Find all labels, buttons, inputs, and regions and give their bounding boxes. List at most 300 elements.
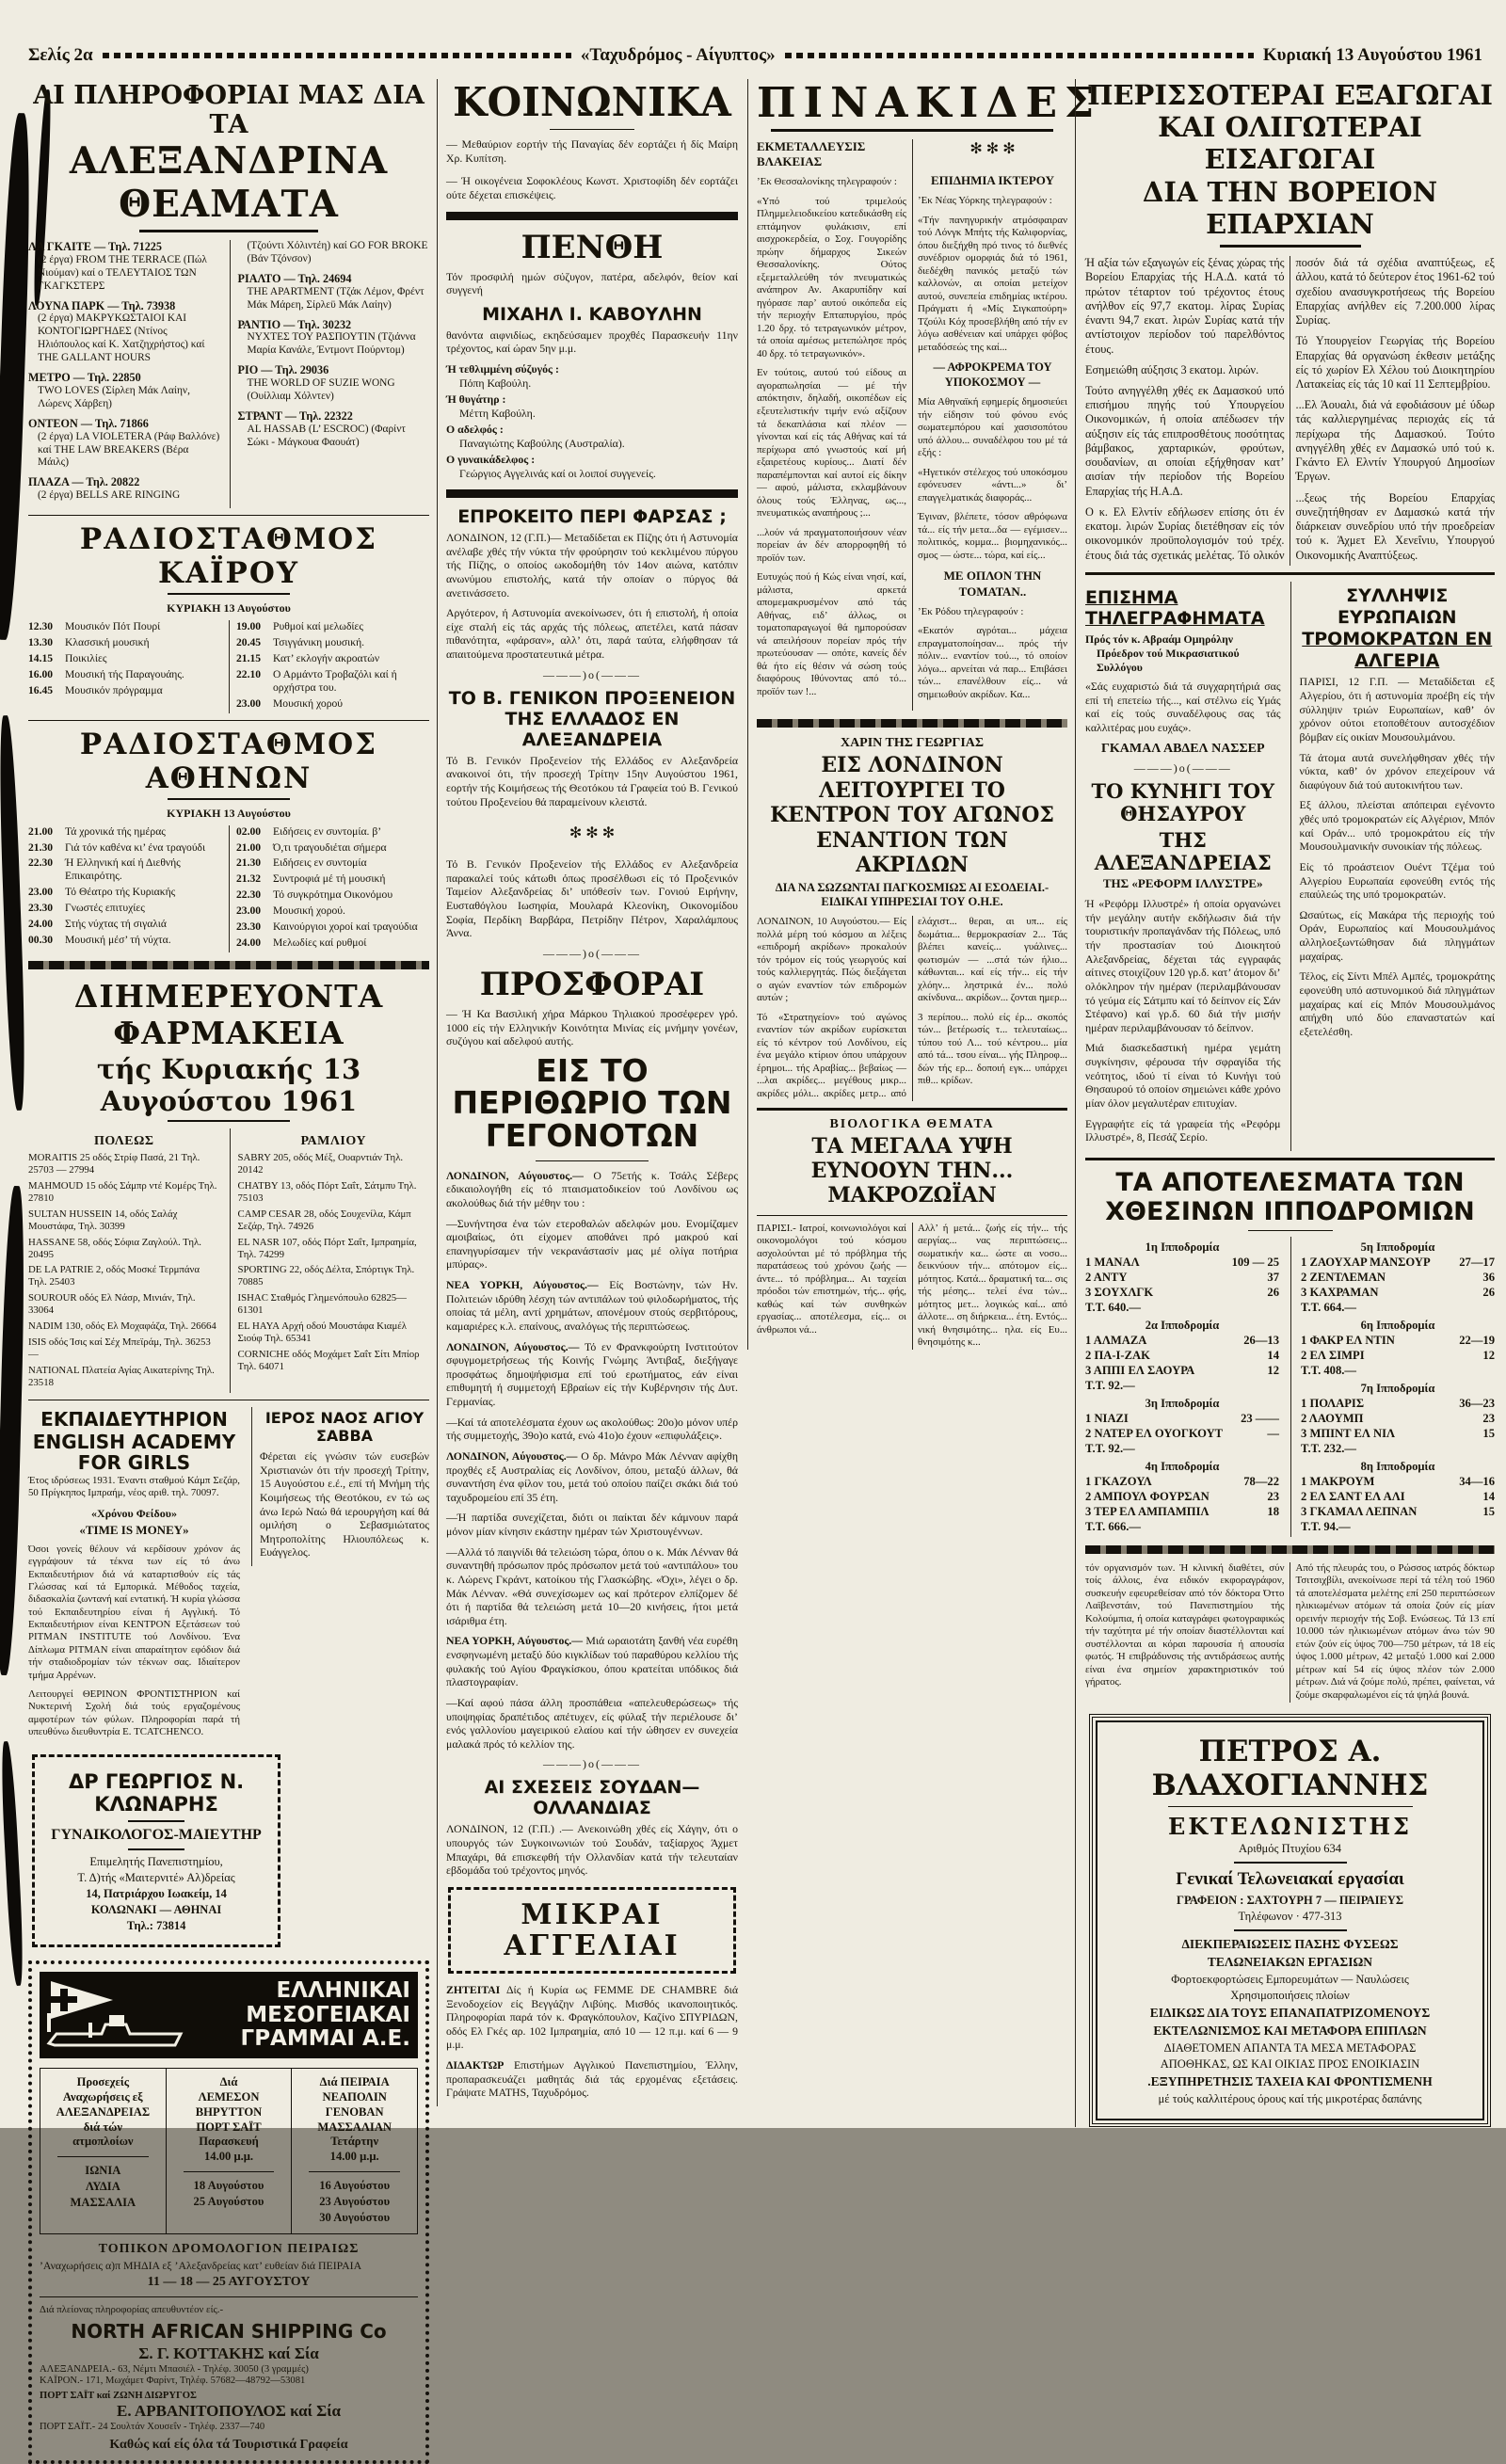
small-ad — [446, 1983, 738, 2052]
ad-lead: ΔΙΔΑΚΤΩΡ — [446, 2058, 505, 2072]
title-underline — [168, 1120, 290, 1122]
ship-banner-text — [196, 1979, 410, 2051]
broker-line: μέ τούς καλλιτέρους όρους καί τής μικροτέρας δαπάνης — [1158, 2091, 1422, 2105]
telegram-recipient: Συλλόγου — [1097, 660, 1143, 674]
race-rows — [1301, 1256, 1495, 1300]
cinema-name: ΡΑΝΤΙΟ — Τηλ. 30232 — [237, 317, 352, 331]
broker-line: ΕΙΔΙΚΩΣ ΔΙΑ ΤΟΥΣ ΕΠΑΝΑΠΑΤΡΙΖΟΜΕΝΟΥΣ — [1149, 2005, 1431, 2020]
divider — [57, 2156, 149, 2157]
story-text: ...λούν νά πραγματοποιήσουν νέαν πορείαν άν δέν απορροφηθή τό προϊόν των. — [757, 526, 906, 564]
race-name: 6η Ιπποδρομία — [1360, 1318, 1435, 1332]
exports-title3: ΔΙΑ ΤΗΝ ΒΟΡΕΙΟΝ ΕΠΑΡΧΙΑΝ — [1142, 175, 1438, 240]
header-line: Τετάρτην — [330, 2135, 379, 2149]
payout: 27—17 — [1459, 1255, 1495, 1269]
payout: 36 — [1482, 1270, 1495, 1284]
radio-athens-schedule — [28, 825, 429, 952]
section-rule — [757, 1108, 1067, 1111]
local-route-title: ΤΟΠΙΚΟΝ ΔΡΟΜΟΛΟΓΙΟΝ ΠΕΙΡΑΙΩΣ — [98, 2241, 360, 2256]
race-row — [1085, 1364, 1279, 1378]
ship-icon — [47, 1976, 188, 2055]
cinema-entry — [28, 240, 220, 294]
horse: 2 ΑΜΠΟΥΛ ΦΟΥΡΣΑΝ — [1085, 1489, 1210, 1503]
mourner-relation: Ή τεθλιμμένη σύζυγός : — [446, 362, 559, 376]
terrorists-p4: Είς τό προάστειον Ουέντ Τζέμα τού Αλγερίου Ευρωπαία εφονεύθη εντός τής επαύλεώς της υπό τρομοκρατών. — [1299, 859, 1495, 902]
terrorists-p2: Τά άτομα αυτά συνελήφθησαν χθές τήν νύκτα, καθ’ όν χρόνον επεχείρουν νά διαφύγουν διά τού αυτοκινήτου των. — [1299, 750, 1495, 792]
schedule-row — [28, 684, 221, 697]
event-text: —Συνήντησα ένα τών ετεροθαλών αδελφών μου. Ενομίζαμεν αμοιβαίως, ότι είχομεν αποθάνει πρό μακρού καί επανηγυρίσαμεν τήν νεκρανάστασίν μας μέ ολίγα ποτήρια μπύρας». — [446, 1216, 738, 1272]
races-title: ΤΑ ΑΠΟΤΕΛΕΣΜΑΤΑ ΤΩΝ ΧΘΕΣΙΝΩΝ ΙΠΠΟΔΡΟΜΙΩΝ — [1105, 1167, 1475, 1226]
farce-p1: ΛΟΝΔΙΝΟΝ, 12 (Γ.Π.)— Μεταδίδεται εκ Πίζης ότι ή Αστυνομία ανέλαβε χθές τήν νύκτα τήν φρούρησιν τού κεκλιμένου πύργου τής Πίζης, ο οποίος ωκοδομήθη τόν 14ον αιώνα, κατόπιν ανωνύμου επιστολής, κατά τήν οποίαν ο πύργος θά ανετινάσσετο. — [446, 531, 738, 600]
broker-line: .ΕΞΥΠΗΡΕΤΗΣΙΣ ΤΑΧΕΙΑ ΚΑΙ ΦΡΟΝΤΙΣΜΕΝΗ — [1147, 2073, 1433, 2088]
deceased-name: ΜΙΧΑΗΛ Ι. ΚΑΒΟΥΛΗΝ — [482, 303, 702, 325]
time: 24.00 — [28, 918, 54, 931]
sailings-col-departures — [40, 2069, 166, 2232]
race-row — [1085, 1256, 1279, 1270]
header-line: Διά ΠΕΙΡΑΙΑ — [319, 2075, 390, 2089]
race-total: Τ.Τ. 640.— — [1085, 1300, 1142, 1314]
time: 21.30 — [236, 856, 262, 870]
event-text: Ο 75ετής κ. Τσάλς Σέβερς εδικαιολογήθη είς τό πταισματοδικείον τού Λονδίνου ως ακολούθως διά τήν μέθην του : — [446, 1168, 738, 1209]
header-line: ΓΕΝΟΒΑΝ — [325, 2104, 384, 2119]
cinema-films: (2 έργα) BELLS ARE RINGING — [38, 489, 181, 502]
header-line: Προσεχείς — [76, 2075, 130, 2089]
pharmacy-list — [28, 1152, 220, 1389]
cinema-entry — [28, 371, 220, 411]
race-row — [1085, 1349, 1279, 1363]
telegram-signature: ΓΚΑΜΑΛ ΑΒΔΕΛ ΝΑΣΣΕΡ — [1100, 741, 1265, 756]
pharmacy-entry: EL HAYA Αρχή οδού Μουστάφα Κιαμέλ Σιούφ Τηλ. 65341 — [237, 1320, 408, 1345]
time: 23.00 — [236, 696, 262, 710]
margin-event — [446, 1545, 738, 1628]
exports-p3: Τούτο ανηγγέλθη χθές εκ Δαμασκού υπό επισήμου πηγής τού Υπουργείου Οικονομικών, ή οποία απέδωσεν τήν αύξησιν είς τάς επιπροσθέτους ποσότητας βάμβακος, χαρταρικών, φρούτων, σουδανίων, αι οποίαι εξήχθησαν κατ’ αισίαν τήν περίοδον τής Βορείου Επαρχίας τής Η.Α.Δ. — [1085, 383, 1285, 498]
schedule-row — [28, 652, 221, 665]
payout: 14 — [1267, 1348, 1279, 1362]
dotted-rule — [785, 53, 1254, 58]
broker-services: Γενικαί Τελωνειακαί εργασίαι — [1176, 1868, 1404, 1889]
academy-address: Έτος ιδρύσεως 1931. Έναντι σταθμού Κάμπ Σεζάρ, 50 Πρίγκηπος Ιμπραήμ, νέος αριθ. τηλ. 70097. — [28, 1475, 240, 1499]
pharmacies-subtitle: τής Κυριακής 13 Αυγούστου 1961 — [96, 1052, 361, 1117]
cinema-name: ΛΑ ΓΚΑΙΤΕ — Τηλ. 71225 — [28, 240, 162, 253]
biology-cont-p1: τόν οργανισμόν των. Ή κλινική διαθέτει, σύν τοίς άλλοις, ένα ειδικόν εκφοραγράφον, συσκευήν εφευρεθείσαν από τόν δόκτορα Όττο Λαϊβενστάιν, τού Πανεπιστημίου τής Κολούμπια, ή οποία καταγράφει φωτογραφικώς τήν ταχύτητα μέ τήν οποίαν διαστέλλονται καί συστέλλονται αι κόραι παρουσία ή απουσία φωτός. Ή επιβράδυνσις τής αντιδράσεως αυτής είναι ένα σημείον χαρακτηριστικόν τού γήρατος. — [1085, 1561, 1285, 1688]
race-row — [1301, 1334, 1495, 1348]
radio-cairo-title: ΡΑΔΙΟΣΤΑΘΜΟΣ ΚΑΪΡΟΥ — [79, 522, 378, 591]
exports-title1: ΠΕΡΙΣΣΟΤΕΡΑΙ ΕΞΑΓΩΓΑΙ — [1087, 79, 1493, 111]
consulate-title2: ΤΗΣ ΕΛΛΑΔΟΣ ΕΝ ΑΛΕΞΑΝΔΡΕΙΑ — [505, 708, 680, 750]
divider — [309, 2171, 400, 2172]
dateline: ΛΟΝΔΙΝΟΝ, Αύγουστος.— — [446, 1448, 578, 1463]
programme: Ειδήσεις εν συντομία — [273, 856, 367, 870]
cinema-films: ΝΥΧΤΕΣ ΤΟΥ ΡΑΣΠΟΥΤΙΝ (Τζιάννα Μαρία Κανάλε, Έντμοντ Πούρντομ) — [247, 331, 416, 357]
agents-footer: Καθώς καί είς όλα τά Τουριστικά Γραφεία — [109, 2437, 348, 2452]
race-total: Τ.Τ. 664.— — [1301, 1300, 1357, 1314]
cinema-entry — [28, 475, 220, 503]
cinema-films: (2 έργα) FROM THE TERRACE (Πώλ Νιούμαν) καί ο ΤΕΛΕΥΤΑΙΟΣ ΤΩΝ ΓΚΑΓΚΣΤΕΡΣ — [38, 253, 207, 292]
pharmacy-entry: SPORTING 22, οδός Δέλτα, Σπόρτιγκ Τηλ. 70885 — [237, 1264, 415, 1288]
locusts-p2: Τό «Στρατηγείον» τού αγώνος εναντίον τών ακρίδων ευρίσκεται είς τό κέντρον τού Λονδίνου, είς ένα μεγάλο κτίριον όπου υπάρχουν έρημοι... τής Αραβίας... βεβαίως — ...λαι ακρίδες... μεγέθους μικρ... ακρίδες μόλι... ακρίδες μετρ... από ελάχιστ... θεραι, αι υπ... είς δωμάτια... θερμοκρασίαν 2... Τάς βλέπει κανείς... γυάλινες... φωτισμών — ...στά τών ήλιο... κάθωνται... καί είς τήν... είς τήν χλόην... ληστρικά έν... πολύ ακίνδυνα... ακρίδων... ζονται ημερ... — [757, 916, 1067, 1099]
column-social — [437, 79, 738, 2106]
ornamental-bar — [28, 961, 429, 969]
cinema-name: ΟΝΤΕΟΝ — Τηλ. 71866 — [28, 416, 149, 430]
race-name: 3η Ιπποδρομία — [1145, 1396, 1220, 1410]
race-results-right — [1290, 1237, 1495, 1537]
section-rule — [28, 720, 429, 721]
broker-line: Χρησιμοποιήσεις πλοίων — [1230, 1988, 1350, 2002]
programme: Μουσική μέσ’ τή νύχτα. — [65, 933, 171, 946]
cinema-name: ΠΛΑΖΑ — Τηλ. 20822 — [28, 475, 140, 489]
cinema-name: ΣΤΡΑΝΤ — Τηλ. 22322 — [237, 408, 353, 423]
time: 16.45 — [28, 683, 54, 696]
story-text: «Υπό τού τριμελούς Πλημμελειοδικείου κατεδικάσθη είς επτάμηνον φυλάκισιν, επί αισχροκερδεία, ο Σοχ. Γουγορίδης πρώην δήμαρχος Σικεών Θεσσαλονίκης. Ούτος εξεμεταλλεύθη τόν πνευματικώς ανάπηρον Αν. Ακαρυπίδην καί ηγόρασε παρ’ αυτού οικόπεδα είς τήν περιοχήν Επταπυργίου, πρός 1.20 δρχ. τό τετραγωνικόν μέτρον, τά οποία αμέσως μετεπώλησε πρός 40 δρχ. τό τετραγωνικόν». — [757, 195, 906, 360]
payout: — — [1267, 1426, 1279, 1440]
scan-artifact — [0, 715, 27, 1111]
pharmacies-left-header: ΠΟΛΕΩΣ — [94, 1133, 154, 1148]
horse: 1 ΜΑΚΡΟΥΜ — [1301, 1474, 1375, 1488]
schedule-right — [229, 620, 429, 712]
schedule-left — [28, 620, 221, 712]
header-line: Διά — [219, 2075, 238, 2089]
header-line: ΠΟΡΤ ΣΑΪΤ — [196, 2120, 262, 2134]
cinema-films: AL HASSAB (L’ ESCROC) (Φαρίντ Σώκι - Μάγκουα Φαουάτ) — [247, 423, 406, 448]
schedule-row — [28, 825, 221, 839]
pharmacy-entry: CORNICHE οδός Μοχάμετ Σαΐτ Σίτι Μπίορ Τηλ. 64071 — [237, 1349, 420, 1373]
page-number-label: Σελίς 2α — [28, 45, 93, 65]
mourner — [446, 423, 738, 451]
ornament: ———)ο(——— — [543, 1757, 641, 1771]
mourner-relation: Ο αδελφός : — [446, 423, 504, 436]
story-text: Μία Αθηναϊκή εφημερίς δημοσιεύει τήν είδησιν τού φόνου ενός σωματεμπόρου καί χασισοπότου υπό άλλου... συναδέλφου του μέ τά εξής : — [918, 396, 1067, 459]
event-text: Μιά ωραιοτάτη ξανθή νέα ευρέθη ενσφηνωμένη μεταξύ δύο κιγκλίδων τού παραθύρου κελλίου τής φυλακής τού Αγίου Φραγκίσκου, όπου κρατείται υπόδικος διά πλαστογραφίαν. — [446, 1634, 738, 1689]
horse: 3 ΣΟΥΧΛΓΚ — [1085, 1285, 1154, 1299]
story-text: Έγιναν, βλέπετε, τόσον αθρόφωνα τά... είς τήν μετα...δα — εγέμισεν... πολιτικός, κομμα... βιομηχανικός... σμος — ώστε... τώρα, καί είς... — [918, 511, 1067, 561]
event-text: Τό εν Φρανκφούρτη Ινστιτούτον σφυγμομετρήσεως τής Κοινής Γνώμης Άντιβαξ, διεξήγαγε προσφάτως δημοψήφισμα επί τού ερωτήματος, εάν είναι επιθυμητή ή συμμετοχή Εβραίων είς τήν Κυβέρνησιν τής Δυτ. Γερμανίας. — [446, 1339, 738, 1409]
horse: 2 ΠΑ-Ι-ΖΑΚ — [1085, 1348, 1150, 1362]
biology-continuation — [1085, 1562, 1495, 1703]
ship-name: ΜΑΣΣΑΛΙΑ — [70, 2196, 136, 2210]
time: 22.30 — [236, 888, 262, 902]
telegram-recipient: Πρός τόν κ. Αβραάμ Ομηρόλην — [1085, 632, 1234, 647]
consulate-title1: ΤΟ Β. ΓΕΝΙΚΟΝ ΠΡΟΞΕΝΕΙΟΝ — [448, 687, 736, 709]
header-line: 14.00 μ.μ. — [329, 2150, 379, 2164]
ornamental-bar — [1085, 1545, 1495, 1554]
dateline: ΛΟΝΔΙΝΟΝ, Αύγουστος.— — [446, 1339, 580, 1353]
schedule-row — [28, 620, 221, 633]
horse: 3 ΜΠΙΝΤ ΕΛ ΝΙΛ — [1301, 1426, 1396, 1440]
header-line: ΝΕΑΠΟΛΙΝ — [322, 2090, 387, 2104]
horse: 3 ΓΚΑΜΑΛ ΛΕΠΝΑΝ — [1301, 1504, 1418, 1518]
terrorists-p1: ΠΑΡΙΣΙ, 12 Γ.Π. — Μεταδίδεται εξ Αλγερίου, ότι ή αστυνομία προέβη είς τήν σύλληψιν τριών Ευρωπαίων, καθ’ όν χρόνον ούτοι ετοποθέτουν αυτοσχέδιον βόμβαν είς οικίαν Μουσουλμάνου. — [1299, 675, 1495, 744]
payout: 36—23 — [1459, 1396, 1495, 1410]
black-bar — [446, 489, 738, 498]
pharmacy-entry: SOUROUR οδός Ελ Νάσρ, Μινιάν, Τηλ. 33064 — [28, 1292, 196, 1317]
programme: Ο Αρμάντο Τροβαζόλι καί ή ορχήστρα του. — [273, 667, 397, 694]
race-results — [1085, 1237, 1495, 1537]
header-line: ΛΕΜΕΣΟΝ — [198, 2090, 260, 2104]
doctor-address: 14, Πατριάρχου Ιωακείμ, 14 — [86, 1887, 227, 1901]
section-rule — [1085, 1158, 1495, 1160]
scan-artifact — [0, 1741, 25, 1986]
race-name: 2α Ιπποδρομία — [1145, 1318, 1220, 1332]
broker-role: ΕΚΤΕΛΩΝΙΣΤΗΣ — [1168, 1812, 1412, 1840]
cinema-name: ΡΙΑΛΤΟ — Τηλ. 24694 — [237, 271, 352, 285]
terrorists-col — [1290, 582, 1496, 1151]
section-rule — [28, 515, 429, 516]
exports-p5: Τό Υπουργείον Γεωργίας τής Βορείου Επαρχίας θά οργανώση έκθεσιν μετάξης είς τό χωρίον Ελ Χέλου τού Διοικητηρίου Λατακείας είς τάς 10 καί 11 Σεπτεμβρίου. — [1295, 334, 1495, 391]
payout: 26 — [1482, 1285, 1495, 1299]
col-rows — [46, 2164, 160, 2210]
race-row — [1301, 1490, 1495, 1504]
terrorists-title2: ΤΡΟΜΟΚΡΑΤΩΝ ΕΝ ΑΛΓΕΡΙΑ — [1302, 628, 1493, 671]
sailings-col-levant — [166, 2069, 292, 2232]
terrorists-p6: Τέλος, είς Σίντι Μπέλ Αμπές, τρομοκράτης εφονεύθη υπό αστυνομικού διά πληγμάτων μαχαίρας καί είς Μπόν Μουσουλμάνος απήχθη υπό δύο επαναστατών καί εξετελέσθη. — [1299, 969, 1495, 1038]
cinema-name: ΜΕΤΡΟ — Τηλ. 22850 — [28, 371, 141, 385]
biology-cont-p2: Από τής πλευράς του, ο Ρώσσος ιατρός δόκτωρ Τσιτσιχβίλι, ανεκοίνωσε περί τά τέλη τού 1960 τά αποτελέσματα μελέτης επί 250 περιπτώσεων ηλικιωμένων ατόμων τά οποία ζούν είς μίαν ορεινήν περιοχήν τής Σοβ. Ενώσεως. Τά 13 επί 10.000 τών ηλικιωμένων ατόμων άνω τών 90 ετών ζούν είς ύψος 700—750 μέτρων, τά 18 είς ύψος 1.000 μέτρων, 42 μεταξύ 1.000 καί 2.000 μέτρων καί 54 είς ύψος πλέον τών 2.000 μέτρων. Διά νά ζούμε πολύ, πρέπει, φαίνεται, νά ζούμε σκαρφαλωμένοι είς τά ψηλά βουνά. — [1295, 1561, 1495, 1701]
programme: Μελωδίες καί ρυθμοί — [273, 936, 367, 949]
locusts-body — [757, 916, 1067, 1100]
payout: 22—19 — [1459, 1333, 1495, 1347]
broker-line: Φορτοεκφορτώσεις Εμπορευμάτων — Ναυλώσεις — [1171, 1972, 1409, 1986]
time: 13.30 — [28, 636, 54, 649]
consulate-p2: Τό Β. Γενικόν Προξενείον τής Ελλάδος εν Αλεξανδρεία παρακαλεί τούς κάτωθι όπως προσέλθωσι είς τό Προξενικόν Ταμείον Αλεξανδρείας δι’ υπόθεσίν των. Γονιού Ειρήνην, Ευσταθόγλου Ιωσηφία, Μουλαρά Κλεονίκη, Οικονομίδου Σοφία, Περδίκη Βαρβάρα, Πετρίδην Πέτρον, Χαραλάμπους Άννα. — [446, 857, 738, 940]
race-row — [1085, 1286, 1279, 1300]
pharmacy-entry: SABRY 205, οδός Μέξ, Ουαρντιάν Τηλ. 20142 — [237, 1151, 404, 1176]
locusts-title: ΕΙΣ ΛΟΝΔΙΝΟΝ ΛΕΙΤΟΥΡΓΕΙ ΤΟ ΚΕΝΤΡΟΝ ΤΟΥ ΑΓΩΝΟΣ ΕΝΑΝΤΙΟΝ ΤΩΝ ΑΚΡΙΔΩΝ — [770, 753, 1054, 877]
pharmacies-left — [28, 1128, 220, 1393]
time: 22.30 — [28, 856, 54, 870]
col-rows — [172, 2179, 286, 2209]
sailing-date: 16 Αυγούστου — [319, 2178, 391, 2192]
dateline: ΝΕΑ ΥΟΡΚΗ, Αύγουστος.— — [446, 1278, 599, 1292]
schedule-row — [236, 652, 429, 665]
programme: Ειδήσεις εν συντομία. β’ — [273, 824, 382, 838]
pharmacy-entry: SULTAN HUSSEIN 14, οδός Σαλάχ Μουστάφα, Τηλ. 30399 — [28, 1208, 178, 1232]
title-underline — [168, 593, 290, 595]
payout: 12 — [1482, 1348, 1495, 1362]
race-row — [1085, 1412, 1279, 1426]
time: 24.00 — [236, 936, 262, 949]
biology-p1: ΠΑΡΙΣΙ.- Ιατροί, κοινωνιολόγοι καί οικονομολόγοι τού κόσμου ασχολούνται μέ τό πρόβλημα τής παρατάσεως τού χρόνου ζωής — άντε... τό πρόβλημα... Αι ταχείαι πρόοδοι τών επιστημών, τής... φής, καθώς καί τών συνθηκών εργασίας... αποτέλεσμα, είς... οι άνθρωποι νά... — [757, 1222, 906, 1336]
pharmacies-lists — [28, 1128, 429, 1393]
payout: 23 —— — [1241, 1411, 1279, 1425]
schedule-row — [28, 841, 221, 855]
academy-motto-english: «TIME IS MONEY» — [79, 1522, 189, 1537]
ornament: ———)ο(——— — [543, 667, 641, 681]
time: 21.32 — [236, 872, 262, 886]
programme: Μουσική χορού — [273, 696, 344, 710]
divider — [1234, 1929, 1347, 1931]
divider — [1168, 1806, 1413, 1807]
obituary-body: θανόντα αιφνιδίως, εκηδεύσαμεν προχθές Παρασκευήν 11ην τρέχοντος, καί ώραν 5ην μ.μ. — [446, 328, 738, 356]
schedule-row — [28, 918, 221, 931]
agent-region: ΠΟΡΤ ΣΑΪΤ καί ΖΩΝΗ ΔΙΩΡΥΓΟΣ — [40, 2390, 197, 2401]
cinema-entry — [28, 299, 220, 366]
section-rule — [757, 1215, 1067, 1216]
biology-kicker: ΒΙΟΛΟΓΙΚΑ ΘΕΜΑΤΑ — [829, 1116, 995, 1131]
english-academy-ad — [28, 1407, 240, 1745]
ornamental-bar — [757, 719, 1067, 728]
cinema-listings — [28, 240, 429, 508]
cinema-films: (Τζούντι Χόλιντέη) καί GO FOR BROKE (Βάν Τζόνσον) — [247, 240, 428, 264]
race-row — [1301, 1412, 1495, 1426]
horse: 3 ΤΕΡ ΕΛ ΑΜΠΑΜΠΙΛ — [1085, 1504, 1210, 1518]
col-header — [172, 2075, 286, 2164]
sailings-col-piraeus — [291, 2069, 417, 2232]
time: 21.00 — [236, 840, 262, 854]
programme: Τσιγγάνικη μουσική. — [273, 636, 365, 649]
pharmacy-entry: ISIS οδός Ίσις καί Σέχ Μπεϊράμ, Τηλ. 36253— — [28, 1336, 211, 1361]
margin-event — [446, 1634, 738, 1689]
horse: 3 ΑΠΠΙ ΕΛ ΣΑΟΥΡΑ — [1085, 1363, 1195, 1377]
time: 23.30 — [28, 902, 54, 915]
margin-event — [446, 1449, 738, 1505]
exports-p2: Εσημειώθη αύξησις 3 εκατομ. λιρών. — [1085, 362, 1259, 376]
event-text: —Αλλά τό παιγνίδι θά τελειώση τώρα, όπου ο κ. Μάκ Λένναν θά συναντηθή πρόσωπον πρός πρόσωπον μετά τού «αντιπάλου» του κ. Λώρενς Γκράντ, κατοίκου τής Γλασκώβης. «Όχι», λέγει ο δρ. Μάκ Λένναν. «Θά συνεχίσωμεν ως καί πρότερον ελπίζομεν δέ ότι ή παρτίδα θά τελειώση μετά 10—20 κινήσεις, ήτοι μετά ισάριθμα έτη. — [446, 1544, 738, 1627]
cinema-entry — [238, 363, 430, 404]
time: 23.00 — [236, 904, 262, 918]
story-title: ΜΕ ΟΠΛΟΝ ΤΗΝ ΤΟΜΑΤΑΝ.. — [943, 568, 1042, 599]
pinakides-body — [757, 139, 1067, 711]
exports-p6: ...Ελ Άουαλι, διά νά εφοδιάσουν μέ ύδωρ τάς καλλιεργημένας περιοχάς είς τά περίχωρα τής Δαμασκού. Τούτο ανηγγέλθη χθές εν Δαμασκώ υπό τού κ. Γκάντο Ελ Ελντίν Υπουργού Δημοσίων Έργων. — [1295, 398, 1495, 484]
story-text: Ευτυχώς πού ή Κώς είναι νησί, καί, μάλιστα, αρκετά απομεμακρυσμένον από τάς Αθήνας, ειδ’ άλλως, οι τοματοπαραγωγοί θά ημπορούσαν νά απειλήσουν πορείαν πρός τήν πρωτεύουσαν — οπότε, κανείς δέν θά ήτο είς θέσιν νά σώση τούς διαφόρους Ιθύνοντας από τό... προϊόν των !... — [757, 571, 906, 697]
event-text: Ο δρ. Μάνρο Μάκ Λένναν αφίχθη προχθές εξ Αυστραλίας είς Λονδίνον, όπου, μεταξύ άλλων, θά συναντήση ένα φίλον του, μετά τού οποίου παίζει σκάκι διά τού ταχυδρομείου επί 35 έτη. — [446, 1448, 738, 1504]
pharmacy-entry: MORAITIS 25 οδός Στρίφ Πασά, 21 Τηλ. 25703 — 27994 — [28, 1151, 200, 1176]
schedule-row — [236, 888, 429, 902]
col-header — [46, 2075, 160, 2150]
event-text: —Καί αφού πάσα άλλη προσπάθεια «απελευθερώσεως» τής υποψηφίας δραπέτιδος απέτυχεν, είς φύλαξ τήν περιέλουσε δι’ ενός γαλλονίου μαγειρικού ελαίου καί τήν ώθησεν εν συνεχεία μαλακά πρός τό κελλίον της. — [446, 1695, 738, 1751]
story-text: Εν τούτοις, αυτού τού είδους αι αγοραπωλησίαι — μέ τήν απόκτησιν, δηλαδή, οικοπέδων είς εξευτελιστικήν τιμήν ενώ αξίζουν τά δεκαπλάσια καί πλέον — γίνονται καί είς τάς Αθήνας καί τά περίχωρα από γνωστούς καί μή εξαιρετέους κυρίους... Διατί δέν παραπέμπονται καί αυτοί είς δίκην — αφού, μάλιστα, εκλαμβάνουν όλους τούς Έλληνας, ως..., πνευματικώς αναπήρους ;... — [757, 367, 906, 520]
race-rows — [1085, 1475, 1279, 1519]
horse: 2 ΛΑΟΥΜΠ — [1301, 1411, 1364, 1425]
race-row — [1301, 1271, 1495, 1285]
mediterranean-lines-ad — [28, 1960, 429, 2463]
race-row — [1301, 1397, 1495, 1411]
agent-name: Σ. Γ. ΚΟΤΤΑΚΗΣ καί Σία — [138, 2344, 319, 2362]
time: 22.10 — [236, 667, 262, 680]
exports-body — [1085, 256, 1495, 566]
academy-title: ΕΚΠΑΙΔΕΥΤΗΡΙΟΝ — [40, 1408, 228, 1432]
dateline: ΝΕΑ ΥΟΡΚΗ, Αύγουστος.— — [446, 1634, 584, 1648]
race-rows — [1085, 1412, 1279, 1441]
divider — [1234, 1862, 1347, 1864]
church-notice — [251, 1407, 429, 1566]
radio-cairo-date: ΚΥΡΙΑΚΗ 13 Αυγούστου — [167, 601, 291, 616]
time: 12.30 — [28, 620, 54, 633]
story-text: «Τήν πανηγυρικήν ατμόσφαιραν τού Λόνγκ Μπήτς τής Καλιφορνίας, όπου διεξήχθη πρό τινος τό διεθνές συνέδριον ομορφιάς διά τό 1961, διεδέχθη πανικός μεταξύ τών καλλονών, αι οποίαι μετείχον αυτού, συνεπεία επιδημίας ικτέρου. Πράγματι ή «Μίς Σιγκαπούρη» Τζούλι Κόχ προσεβλήθη από τήν εν λόγω ασθένειαν καί υπάρχει φόβος μεταδόσεώς της καί... — [918, 214, 1067, 353]
title-underline — [550, 129, 634, 130]
sailing-date: 25 Αυγούστου — [193, 2194, 264, 2208]
schedule-row — [236, 872, 429, 886]
margin-events-title: ΕΙΣ ΤΟ ΠΕΡΙΘΩΡΙΟ ΤΩΝ ΓΕΓΟΝΟΤΩΝ — [452, 1051, 732, 1155]
race-name: 8η Ιπποδρομία — [1360, 1459, 1435, 1473]
pharmacy-entry: HASSANE 58, οδός Σόφια Ζαγλούλ. Τηλ. 20495 — [28, 1236, 201, 1260]
ship-banner — [40, 1972, 418, 2058]
telegram-body: «Σάς ευχαριστώ διά τά συγχαρητήριά σας επί τή επετείω τής..., καί στέλνω είς Υμάς καί είς τούς συναδέλφους σας τάς καλλιτέρας μου ευχάς». — [1085, 680, 1281, 735]
horse: 1 ΑΛΜΑΖΑ — [1085, 1333, 1147, 1347]
pharmacies-title: ΔΙΗΜΕΡΕΥΟΝΤΑ ΦΑΡΜΑΚΕΙΑ — [73, 977, 384, 1051]
story-title: ΕΠΙΔΗΜΙΑ ΙΚΤΕΡΟΥ — [931, 173, 1054, 187]
academy-body: Όσοι γονείς θέλουν νά κερδίσουν χρόνον άς εγγράψουν τά τέκνα των είς τό άνω Εκπαιδευτήριον διά νά καταρτισθούν είς τάς Γλώσσας καί τά Εμπορικά. Μέθοδος ταχεία, διδασκαλία ζωντανή καί εντατική. Ή κυρία γλώσσα τού Εκπαιδευτηρίου είναι ή Αγγλική. Τό Εκπαιδευτήριον είναι ΚΕΝΤΡΟΝ Εξετάσεων τού PITMAN INSTITUTE τού Λονδίνου. Ένα Δίπλωμα PITMAN είναι απαραίτητον εφόδιον διά τήν σταδιοδρομίαν τών τέκνων σας. Ιδιαίτερον τμήμα Αρρένων. — [28, 1543, 240, 1681]
ship-name: ΙΩΝΙΑ — [85, 2164, 121, 2178]
obituary-title: ΠΕΝΘΗ — [521, 228, 664, 266]
social-title: ΚΟΙΝΩΝΙΚΑ — [453, 79, 731, 125]
schedule-row — [236, 920, 429, 934]
time: 21.15 — [236, 651, 262, 664]
race-rows — [1301, 1334, 1495, 1363]
biology-title: ΤΑ ΜΕΓΑΛΑ ΥΨΗ ΕΥΝΟΟΥΝ ΤΗΝ... ΜΑΚΡΟΖΩΪΑΝ — [810, 1133, 1014, 1208]
payout: 23 — [1267, 1489, 1279, 1503]
race-name: 5η Ιπποδρομία — [1360, 1240, 1435, 1254]
programme: Ποικιλίες — [65, 651, 107, 664]
column-pinakides — [747, 79, 1102, 1350]
terrorists-p3: Εξ άλλου, πλείσται απόπειραι εγένοντο χθές υπό τρομοκρατών είς Αλγέριον, Μπόν καί Οράν... υπό τρομοκράτου είς τήν Μουσουλμανικήν συνοικίαν τής πόλεως. — [1299, 798, 1495, 854]
biology-body — [757, 1223, 1067, 1350]
consulate-p1: Τό Β. Γενικόν Προξενείον τής Ελλάδος εν Αλεξανδρεία ανακοινοί ότι, τήν προσεχή Τρίτην 15ην Αυγούστου 1961, εορτήν τής Κοιμήσεως τής Θεοτόκου τά Γραφεία τού Β. Γενικού τούτου Προξενείου θά παραμείνουν κλειστά. — [446, 753, 738, 808]
broker-name: ΠΕΤΡΟΣ Α. ΒΛΑΧΟΓΙΑΝΝΗΣ — [1151, 1734, 1429, 1802]
mourner — [446, 392, 738, 421]
race-name: 1η Ιπποδρομία — [1145, 1240, 1220, 1254]
race-rows — [1085, 1334, 1279, 1378]
time: 21.00 — [28, 824, 54, 838]
header-line: ΒΗΡΥΤΤΟΝ — [195, 2104, 263, 2119]
margin-event — [446, 1696, 738, 1752]
horse: 2 ΕΛ ΣΑΝΤ ΕΛ ΑΛΙ — [1301, 1489, 1405, 1503]
event-text: —Ή παρτίδα συνεχίζεται, διότι οι παίκται δέν κάμνουν παρά μόνον μίαν κίνησιν εκάστην ημέραν τών Χριστουγέννων. — [446, 1511, 738, 1539]
section-rule — [1085, 572, 1495, 575]
treasure-p2: Μιά διασκεδαστική ημέρα γεμάτη συγκίνησιν, φέρουσα τήν σφραγίδα τής νεότητος, ιδού τί είναι τό Κυνήγι τού Θησαυρού τό οποίον σημειώνει κάθε χρόνο μίαν όλον μεγαλυτέραν επιτυχίαν. — [1085, 1041, 1281, 1110]
doctor-phone: Τηλ.: 73814 — [126, 1919, 186, 1933]
time: 20.45 — [236, 636, 262, 649]
payout: 109 — 25 — [1231, 1255, 1279, 1269]
race-rows — [1301, 1475, 1495, 1519]
time: 23.30 — [236, 920, 262, 934]
horse: 2 ΖΕΝΤΛΕΜΑΝ — [1301, 1270, 1386, 1284]
locusts-kicker: ΧΑΡΙΝ ΤΗΣ ΓΕΩΡΓΙΑΣ — [840, 736, 985, 751]
cinema-name: ΡΙΟ — Τηλ. 29036 — [237, 363, 329, 377]
biology-p2: Αλλ’ ή μετά... ζωής είς τήν... τής αεργίας... νας περιπτώσεις... σωματικήν κα... ώστε αι νοσο... δεικνύουν τήν... απότομον είς... μότητος. Κατά... δραματική τα... σις τής μέσης... τελεί ένα τών... μότητος μετ... λογικώς καί... από άλλοτε... ση διήρκεια... έτη. Εντός... νική θνησιμότης... ηλα. είς Ευ... θνησιμότης κ... — [918, 1222, 1067, 1349]
event-text: Είς Βοστώνην, τών Ην. Πολιτειών ιδρύθη λέσχη τών αντιπάλων τού φιλοδωρήματος, τής οποίας τά μέλη, αντί χρημάτων, απονέμουν στούς σερβιτόρους, καμαριέρες κ.λ. επαίνους, αναλόγως τής περιπτώσεως. — [446, 1278, 738, 1333]
small-ads-title1: ΜΙΚΡΑΙ — [521, 1897, 664, 1931]
schedule-row — [28, 902, 221, 915]
story-title: — ΑΦΡΟΚΡΕΜΑ ΤΟΥ ΥΠΟΚΟΣΜΟΥ — — [933, 360, 1052, 389]
small-ad — [446, 2058, 738, 2100]
time: 16.00 — [28, 667, 54, 680]
time: 19.00 — [236, 620, 262, 633]
race-rows — [1301, 1397, 1495, 1441]
programme: Τό συγκρότημα Οικονόμου — [273, 888, 393, 902]
race-rows — [1085, 1256, 1279, 1300]
payout: 34—16 — [1459, 1474, 1495, 1488]
programme: Μουσική χορού. — [273, 904, 345, 918]
mourner-name: Μέττη Καβούλη. — [459, 407, 536, 420]
schedule-right — [229, 825, 429, 952]
header-line: διά τών — [83, 2120, 122, 2134]
donation-item: — Ή Κα Βασιλική χήρα Μάρκου Τηλιακού προσέφερεν γρό. 1000 είς τήν Ελληνικήν Κοινότητα Μινίας είς μνήμην γονέων, συζύγου καί αδελφού αυτής. — [446, 1006, 738, 1048]
mourner — [446, 362, 738, 391]
schedule-row — [28, 856, 221, 883]
mourner-name: Πόπη Καβούλη. — [459, 376, 532, 390]
header-line: ΑΛΕΞΑΝΔΡΕΙΑΣ — [56, 2104, 151, 2119]
church-title: ΙΕΡΟΣ ΝΑΟΣ ΑΓΙΟΥ ΣΑΒΒΑ — [264, 1409, 425, 1446]
title-underline — [1248, 1230, 1333, 1231]
payout: 78—22 — [1243, 1474, 1279, 1488]
story-intro: ’Εκ Θεσσαλονίκης τηλεγραφούν : — [757, 176, 897, 188]
black-bar — [446, 212, 738, 220]
banner-line2: ΓΡΑΜΜΑΙ Α.Ε. — [240, 2026, 410, 2052]
margin-event — [446, 1278, 738, 1334]
theatres-kicker: ΑΙ ΠΛΗΡΟΦΟΡΙΑΙ ΜΑΣ ΔΙΑ ΤΑ — [33, 81, 425, 139]
sailing-date: 23 Αυγούστου — [319, 2194, 391, 2208]
margin-events-list — [446, 1169, 738, 1752]
agent-address: ΠΟΡΤ ΣΑΪΤ.- 24 Σουλτάν Χουσεΐν - Τηλέφ. 2337—740 — [40, 2421, 265, 2432]
